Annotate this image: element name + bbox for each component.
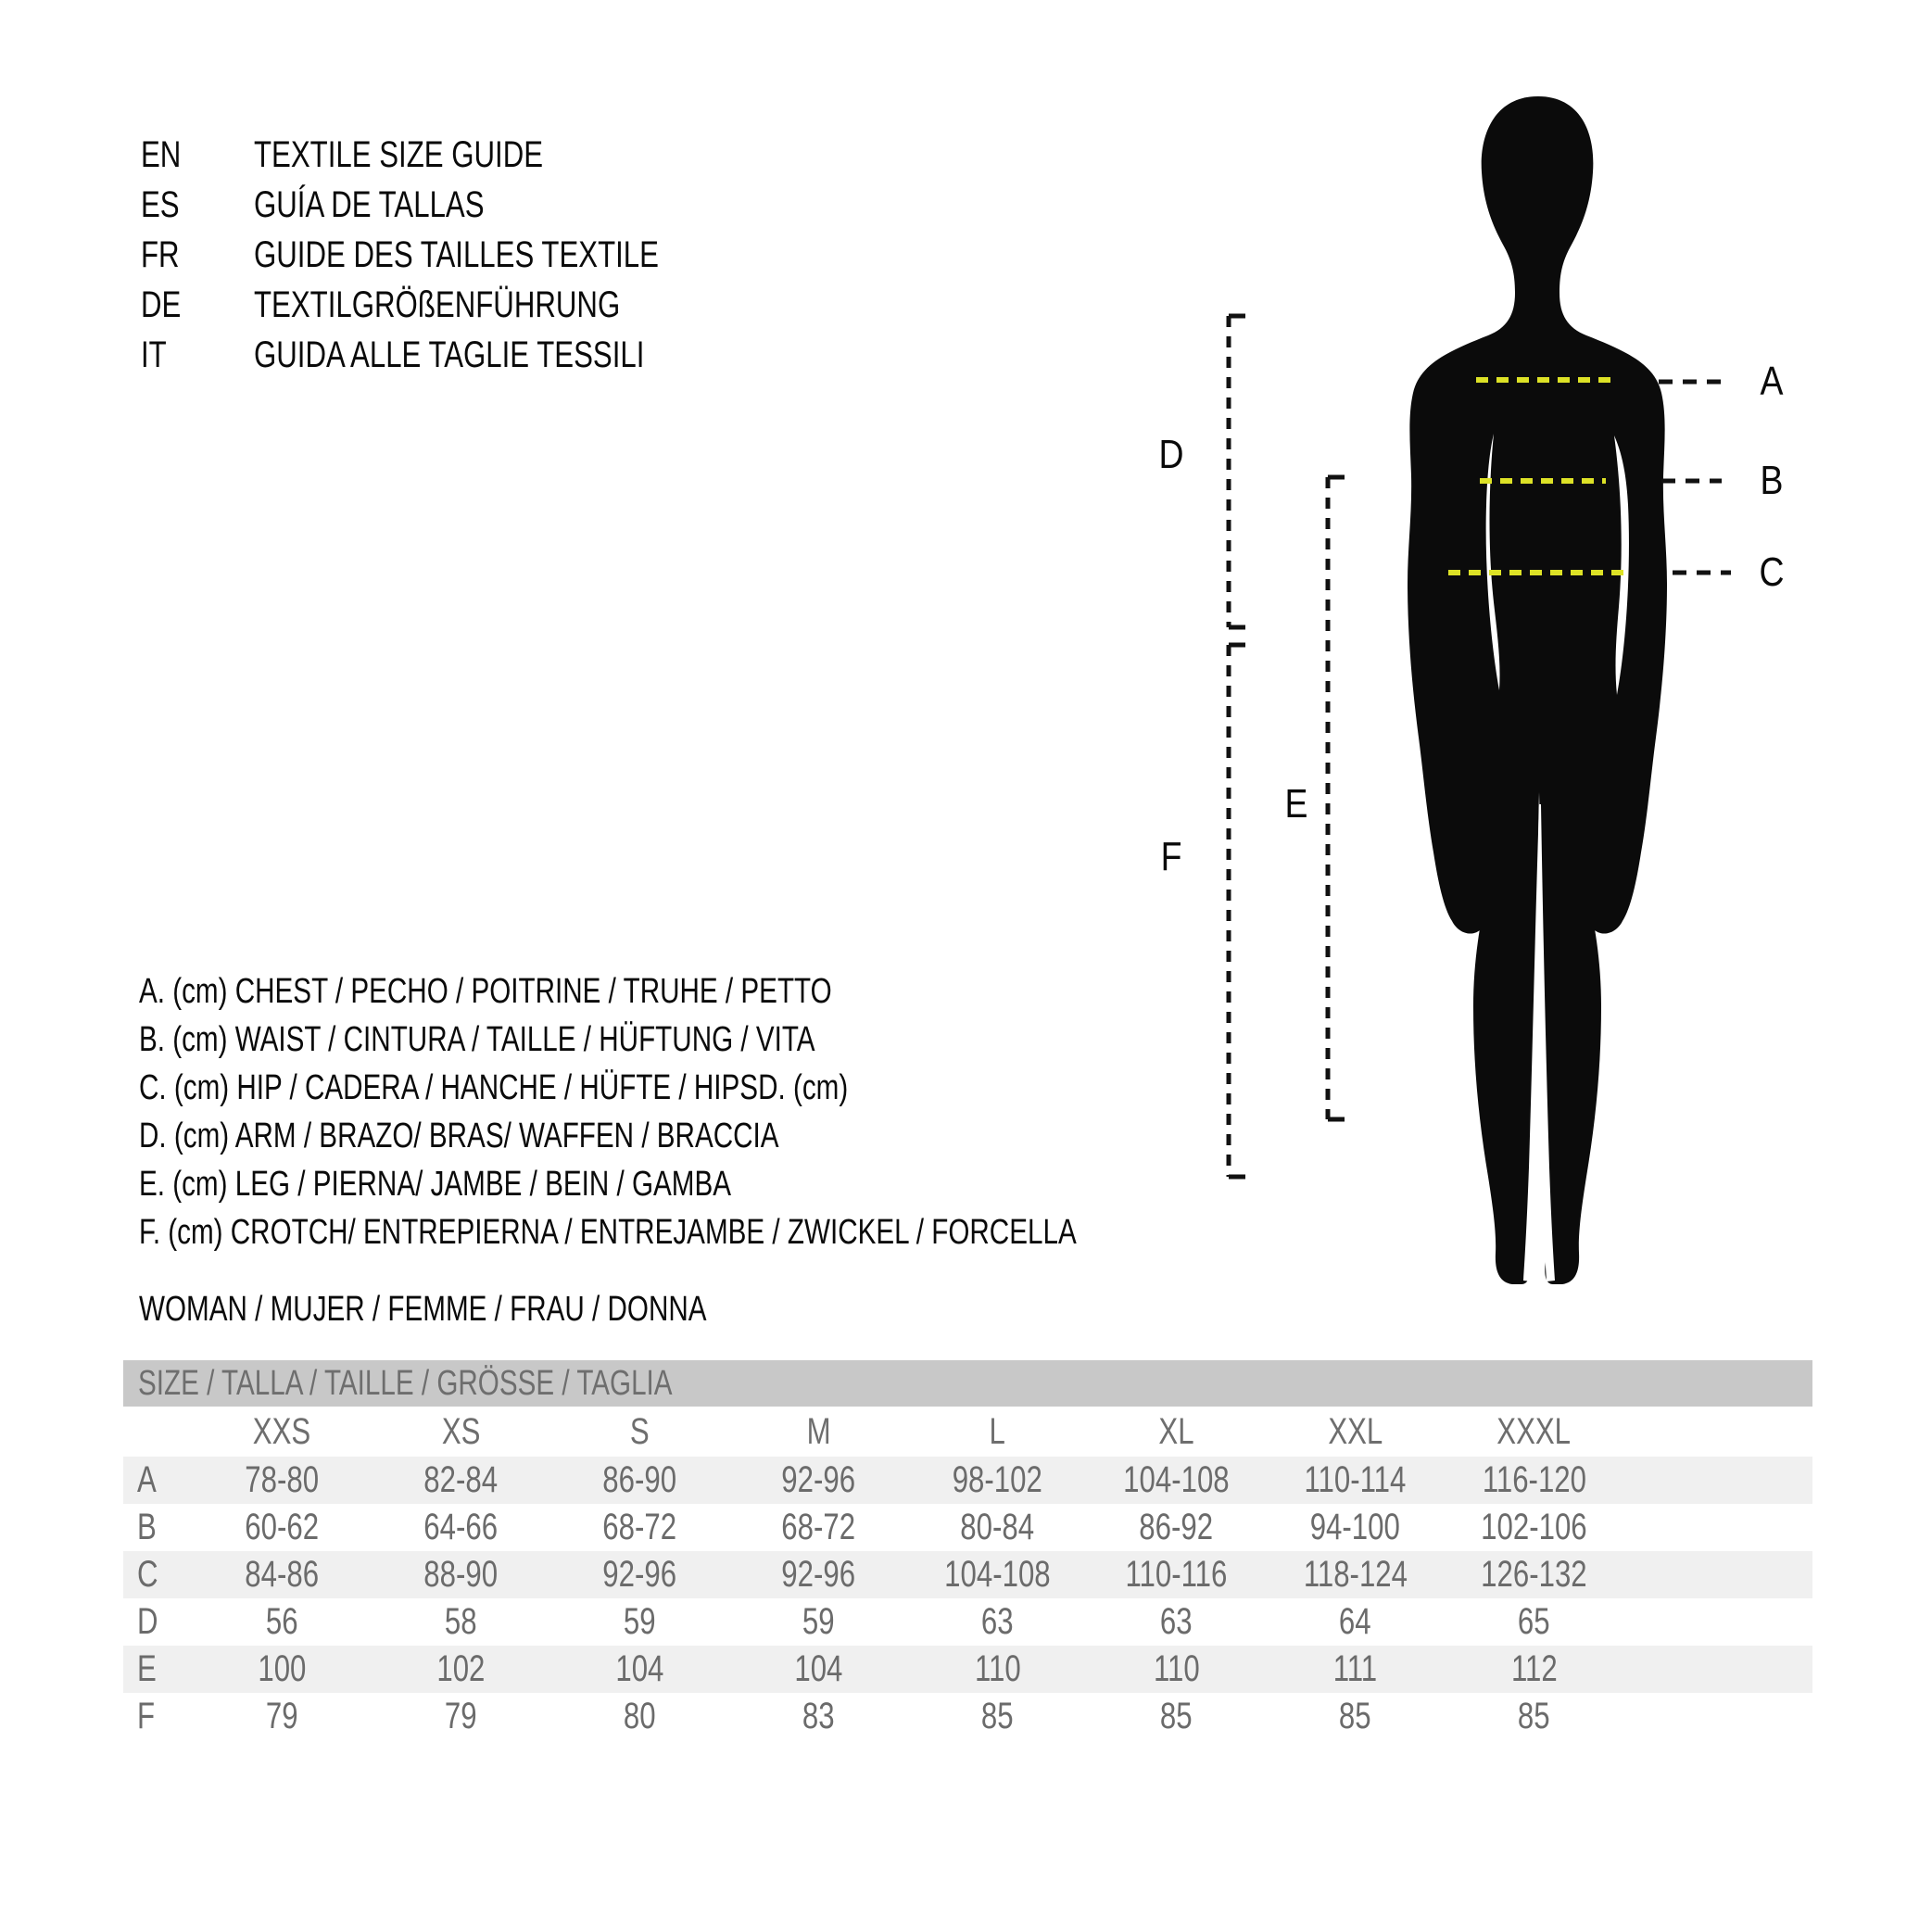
lang-title (254, 180, 549, 230)
size-col-l (908, 1407, 1087, 1457)
lang-title (254, 330, 754, 380)
cell-text: 110-114 (1304, 1459, 1407, 1500)
cell-text: 92-96 (781, 1554, 856, 1595)
cell (1445, 1504, 1623, 1551)
lang-title-text: GUIDA ALLE TAGLIE TESSILI (254, 334, 645, 375)
cell-text: 84-86 (245, 1554, 320, 1595)
cell (193, 1598, 372, 1646)
row-trailing-space (1623, 1504, 1812, 1551)
size-col-s (550, 1407, 729, 1457)
cell (550, 1504, 729, 1551)
cell (1266, 1551, 1445, 1598)
legend-line-a (139, 967, 1028, 1016)
legend-line-f-text: F. (cm) CROTCH/ ENTREPIERNA / ENTREJAMBE / ZWICKEL / FORCELLA (139, 1213, 1077, 1252)
table-row-a (123, 1457, 1812, 1504)
lang-title-text: TEXTILGRÖßENFÜHRUNG (254, 284, 621, 325)
table-row-d (123, 1598, 1812, 1646)
cell (1266, 1646, 1445, 1693)
cell (1266, 1457, 1445, 1504)
cell-text: 68-72 (602, 1507, 677, 1547)
row-label-text: E (137, 1648, 157, 1689)
cell (1087, 1646, 1266, 1693)
cell-text: 110-116 (1125, 1554, 1228, 1595)
cell (372, 1457, 550, 1504)
size-col-spacer (123, 1407, 193, 1457)
size-table-header (123, 1360, 1812, 1407)
size-col-trailing-space (1623, 1407, 1812, 1457)
row-label-text: F (137, 1696, 156, 1736)
size-table (123, 1360, 1812, 1740)
lang-code (141, 230, 190, 280)
legend-line-b-text: B. (cm) WAIST / CINTURA / TAILLE / HÜFTUNG / VITA (139, 1020, 815, 1059)
cell-text: 85 (1160, 1696, 1193, 1736)
cell-text: 64 (1339, 1601, 1371, 1642)
cell-text: 112 (1510, 1648, 1558, 1689)
lang-code (141, 180, 190, 230)
measure-label-f (1159, 834, 1184, 879)
legend-line-c (139, 1064, 1048, 1112)
row-label-text: D (137, 1601, 158, 1642)
legend-line-b (139, 1016, 1005, 1064)
cell (1266, 1598, 1445, 1646)
row-label-text: B (137, 1507, 157, 1547)
cell-text: 85 (1339, 1696, 1371, 1736)
cell (908, 1598, 1087, 1646)
cell-text: 126-132 (1481, 1554, 1587, 1595)
cell-text: 85 (1518, 1696, 1550, 1736)
measure-label-b (1758, 458, 1785, 503)
row-label-text: A (137, 1459, 157, 1500)
lang-title-text: GUÍA DE TALLAS (254, 184, 485, 225)
measure-label-a (1758, 361, 1785, 402)
row-label (123, 1457, 193, 1504)
cell-text: 58 (445, 1601, 477, 1642)
cell (550, 1693, 729, 1740)
size-col-m (729, 1407, 908, 1457)
size-col-text: XS (441, 1411, 481, 1452)
measure-label-d (1156, 432, 1186, 477)
size-table-header-text: SIZE / TALLA / TAILLE / GRÖSSE / TAGLIA (138, 1364, 673, 1403)
lang-code-text: DE (141, 284, 182, 325)
cell (372, 1551, 550, 1598)
woman-silhouette-figure (1149, 83, 1932, 1297)
cell (729, 1598, 908, 1646)
cell (550, 1598, 729, 1646)
cell (729, 1457, 908, 1504)
lang-code-text: EN (141, 134, 182, 175)
cell (550, 1551, 729, 1598)
cell (1266, 1693, 1445, 1740)
cell-text: 63 (981, 1601, 1014, 1642)
lang-code-text: IT (141, 334, 167, 375)
cell-text: 56 (266, 1601, 298, 1642)
measure-label-a-text: A (1760, 359, 1784, 404)
row-label (123, 1598, 193, 1646)
measure-label-b-text: B (1760, 458, 1784, 503)
legend-line-d (139, 1112, 959, 1160)
cell (1445, 1598, 1623, 1646)
cell-text: 64-66 (423, 1507, 499, 1547)
row-trailing-space (1623, 1598, 1812, 1646)
cell (193, 1551, 372, 1598)
cell-text: 98-102 (952, 1459, 1043, 1500)
cell-text: 102-106 (1481, 1507, 1587, 1547)
size-col-text: XL (1158, 1411, 1194, 1452)
cell (1087, 1551, 1266, 1598)
cell (908, 1551, 1087, 1598)
cell (372, 1646, 550, 1693)
row-label (123, 1693, 193, 1740)
legend-line-e-text: E. (cm) LEG / PIERNA/ JAMBE / BEIN / GAMBA (139, 1165, 732, 1204)
cell-text: 82-84 (423, 1459, 499, 1500)
cell-text: 104-108 (1123, 1459, 1230, 1500)
cell-text: 79 (445, 1696, 477, 1736)
cell-text: 102 (436, 1648, 486, 1689)
row-trailing-space (1623, 1646, 1812, 1693)
cell (1087, 1598, 1266, 1646)
cell (1445, 1646, 1623, 1693)
gender-heading (139, 1287, 866, 1332)
row-label (123, 1646, 193, 1693)
lang-code-text: ES (141, 184, 180, 225)
measure-label-e (1282, 781, 1309, 827)
cell (1266, 1504, 1445, 1551)
cell (729, 1646, 908, 1693)
cell (908, 1504, 1087, 1551)
cell-text: 59 (624, 1601, 656, 1642)
cell-text: 83 (802, 1696, 835, 1736)
lang-code (141, 330, 174, 380)
cell-text: 100 (258, 1648, 307, 1689)
cell-text: 110 (1153, 1648, 1200, 1689)
size-col-text: XXXL (1496, 1411, 1572, 1452)
cell (550, 1646, 729, 1693)
cell (372, 1504, 550, 1551)
cell (908, 1693, 1087, 1740)
cell (1445, 1551, 1623, 1598)
lang-code (141, 280, 193, 330)
cell-text: 104 (794, 1648, 843, 1689)
legend-line-c-text: C. (cm) HIP / CADERA / HANCHE / HÜFTE / HIPSD. (cm) (139, 1068, 849, 1107)
cell (908, 1646, 1087, 1693)
row-trailing-space (1623, 1457, 1812, 1504)
cell (372, 1598, 550, 1646)
legend-line-e (139, 1160, 898, 1208)
cell (1445, 1457, 1623, 1504)
cell-text: 94-100 (1309, 1507, 1401, 1547)
cell (729, 1693, 908, 1740)
table-row-e (123, 1646, 1812, 1693)
size-col-text: L (989, 1411, 1006, 1452)
row-label (123, 1551, 193, 1598)
lang-code (141, 130, 193, 180)
size-col-text: S (630, 1411, 650, 1452)
cell (193, 1646, 372, 1693)
row-trailing-space (1623, 1551, 1812, 1598)
cell (193, 1504, 372, 1551)
lang-title-text: GUIDE DES TAILLES TEXTILE (254, 234, 659, 275)
cell-text: 78-80 (245, 1459, 320, 1500)
cell-text: 63 (1160, 1601, 1193, 1642)
gender-heading-text: WOMAN / MUJER / FEMME / FRAU / DONNA (139, 1290, 707, 1329)
size-col-xl (1087, 1407, 1266, 1457)
table-row-f (123, 1693, 1812, 1740)
cell-text: 68-72 (781, 1507, 856, 1547)
cell-text: 86-90 (602, 1459, 677, 1500)
lang-title-text: TEXTILE SIZE GUIDE (254, 134, 544, 175)
legend-line-a-text: A. (cm) CHEST / PECHO / POITRINE / TRUHE / PETTO (139, 972, 832, 1011)
cell-text: 104 (615, 1648, 664, 1689)
cell (193, 1457, 372, 1504)
legend-line-d-text: D. (cm) ARM / BRAZO/ BRAS/ WAFFEN / BRACCIA (139, 1117, 779, 1155)
size-table-sizes-row (123, 1407, 1812, 1457)
woman-silhouette (1408, 96, 1667, 1284)
row-label (123, 1504, 193, 1551)
cell (372, 1693, 550, 1740)
lang-title (254, 280, 724, 330)
measure-label-f-text: F (1160, 834, 1182, 879)
size-col-xxxl (1445, 1407, 1623, 1457)
cell-text: 60-62 (245, 1507, 320, 1547)
cell (729, 1551, 908, 1598)
size-col-text: M (806, 1411, 831, 1452)
measure-label-c (1757, 549, 1787, 595)
measure-label-c-text: C (1759, 549, 1785, 595)
size-col-text: XXL (1328, 1411, 1383, 1452)
legend-line-f (139, 1208, 1341, 1256)
size-col-xs (372, 1407, 550, 1457)
cell-text: 111 (1332, 1648, 1378, 1689)
cell-text: 86-92 (1139, 1507, 1214, 1547)
row-trailing-space (1623, 1693, 1812, 1740)
cell (1087, 1693, 1266, 1740)
cell-text: 79 (266, 1696, 298, 1736)
size-col-xxs (193, 1407, 372, 1457)
cell-text: 118-124 (1303, 1554, 1408, 1595)
cell-text: 59 (802, 1601, 835, 1642)
cell-text: 85 (981, 1696, 1014, 1736)
measure-label-e-text: E (1284, 781, 1308, 827)
cell-text: 92-96 (602, 1554, 677, 1595)
cell (193, 1693, 372, 1740)
lang-code-text: FR (141, 234, 180, 275)
cell (908, 1457, 1087, 1504)
cell (1087, 1457, 1266, 1504)
size-col-text: XXS (253, 1411, 311, 1452)
cell (1445, 1693, 1623, 1740)
cell-text: 80-84 (960, 1507, 1035, 1547)
cell-text: 65 (1518, 1601, 1550, 1642)
measure-label-d-text: D (1158, 432, 1184, 477)
cell-text: 80 (624, 1696, 656, 1736)
lang-title (254, 230, 773, 280)
cell-text: 116-120 (1482, 1459, 1586, 1500)
cell (1087, 1504, 1266, 1551)
lang-title (254, 130, 625, 180)
cell-text: 110 (974, 1648, 1021, 1689)
table-row-b (123, 1504, 1812, 1551)
cell (729, 1504, 908, 1551)
size-col-xxl (1266, 1407, 1445, 1457)
cell-text: 92-96 (781, 1459, 856, 1500)
cell-text: 88-90 (423, 1554, 499, 1595)
cell-text: 104-108 (944, 1554, 1051, 1595)
cell (550, 1457, 729, 1504)
table-row-c (123, 1551, 1812, 1598)
row-label-text: C (137, 1554, 158, 1595)
